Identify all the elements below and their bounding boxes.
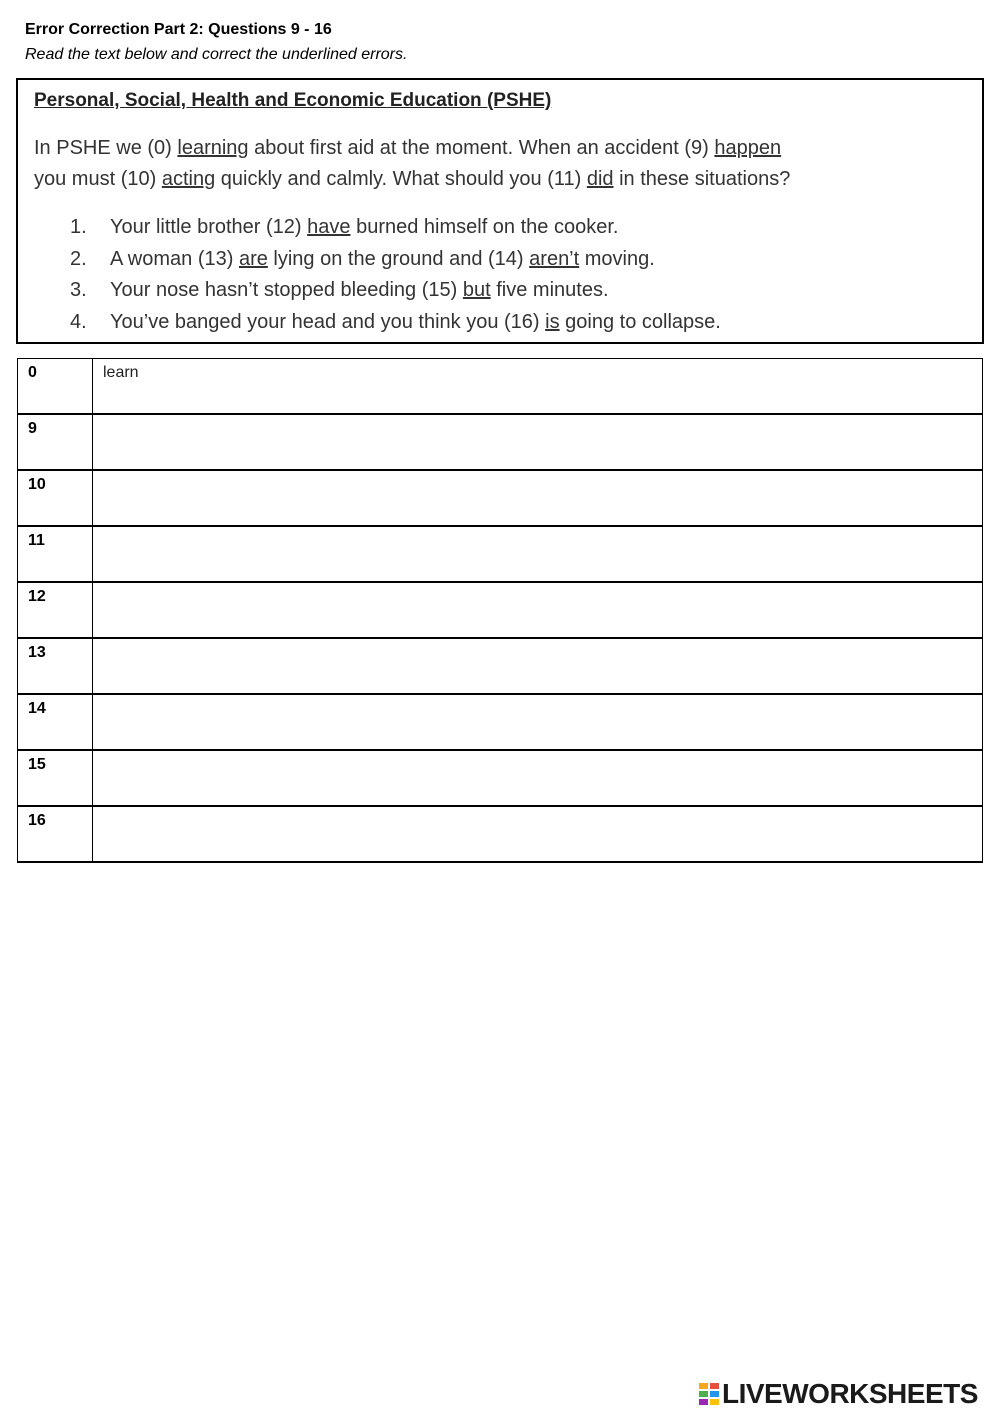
answer-field-11[interactable]: [93, 526, 983, 582]
logo-square: [709, 1398, 720, 1406]
question-number: 15: [18, 750, 93, 806]
liveworksheets-logo-icon: [698, 1382, 720, 1406]
error-word-11: did: [586, 168, 614, 190]
answer-field-16[interactable]: [93, 806, 983, 862]
worksheet-instruction: Read the text below and correct the underlined errors.: [25, 46, 408, 63]
answer-row: [18, 638, 983, 694]
answer-field-14[interactable]: [93, 694, 983, 750]
question-number: 11: [18, 526, 93, 582]
error-word-15: but: [462, 279, 491, 301]
passage-line-2: you must (10) acting quickly and calmly. What should you (11) did in these situations?: [34, 168, 791, 190]
answer-row: [18, 359, 983, 415]
passage-heading: Personal, Social, Health and Economic Education (PSHE): [34, 90, 552, 111]
error-word-13: are: [238, 247, 268, 270]
question-number: 9: [18, 414, 93, 470]
error-word-16: is: [545, 310, 560, 333]
error-word-12: have: [307, 216, 351, 238]
error-word-0: learning: [177, 137, 249, 159]
answer-field-13[interactable]: [93, 638, 983, 694]
answer-row: [18, 414, 983, 470]
answer-row: [18, 470, 983, 526]
liveworksheets-logo: [698, 1378, 978, 1410]
answer-field-15[interactable]: [93, 750, 983, 806]
logo-square: [709, 1382, 720, 1390]
logo-square: [698, 1390, 709, 1398]
answer-table: [17, 358, 983, 863]
passage-box: [16, 78, 984, 344]
error-word-9: happen: [714, 137, 782, 159]
answer-row: [18, 526, 983, 582]
situation-item: 3. Your nose hasn’t stopped bleeding (15) but five minutes.: [70, 279, 609, 301]
answer-row: [18, 582, 983, 638]
passage-line-1: In PSHE we (0) learning about first aid at the moment. When an accident (9) happen: [34, 137, 782, 159]
situation-item: 4. You’ve banged your head and you think you (16) is going to collapse.: [70, 310, 721, 333]
liveworksheets-logo-text: LIVEWORKSHEETS: [722, 1378, 978, 1409]
answer-row: [18, 750, 983, 806]
worksheet-title: Error Correction Part 2: Questions 9 - 16: [25, 21, 332, 38]
situations-list: [70, 214, 721, 340]
question-number: 13: [18, 638, 93, 694]
error-word-14: aren’t: [529, 247, 580, 270]
question-number: 0: [18, 359, 93, 415]
answer-row: [18, 806, 983, 862]
question-number: 14: [18, 694, 93, 750]
situation-item: 2. A woman (13) are lying on the ground and (14) aren’t moving.: [70, 247, 655, 270]
error-word-10: acting: [161, 168, 216, 190]
answer-row: [18, 694, 983, 750]
logo-square: [698, 1382, 709, 1390]
answer-field-12[interactable]: [93, 582, 983, 638]
question-number: 12: [18, 582, 93, 638]
answer-field-0[interactable]: learn: [93, 359, 983, 415]
answer-field-9[interactable]: [93, 414, 983, 470]
situation-item: 1. Your little brother (12) have burned himself on the cooker.: [70, 216, 619, 238]
question-number: 10: [18, 470, 93, 526]
logo-square: [709, 1390, 720, 1398]
logo-square: [698, 1398, 709, 1406]
answer-field-10[interactable]: [93, 470, 983, 526]
question-number: 16: [18, 806, 93, 862]
